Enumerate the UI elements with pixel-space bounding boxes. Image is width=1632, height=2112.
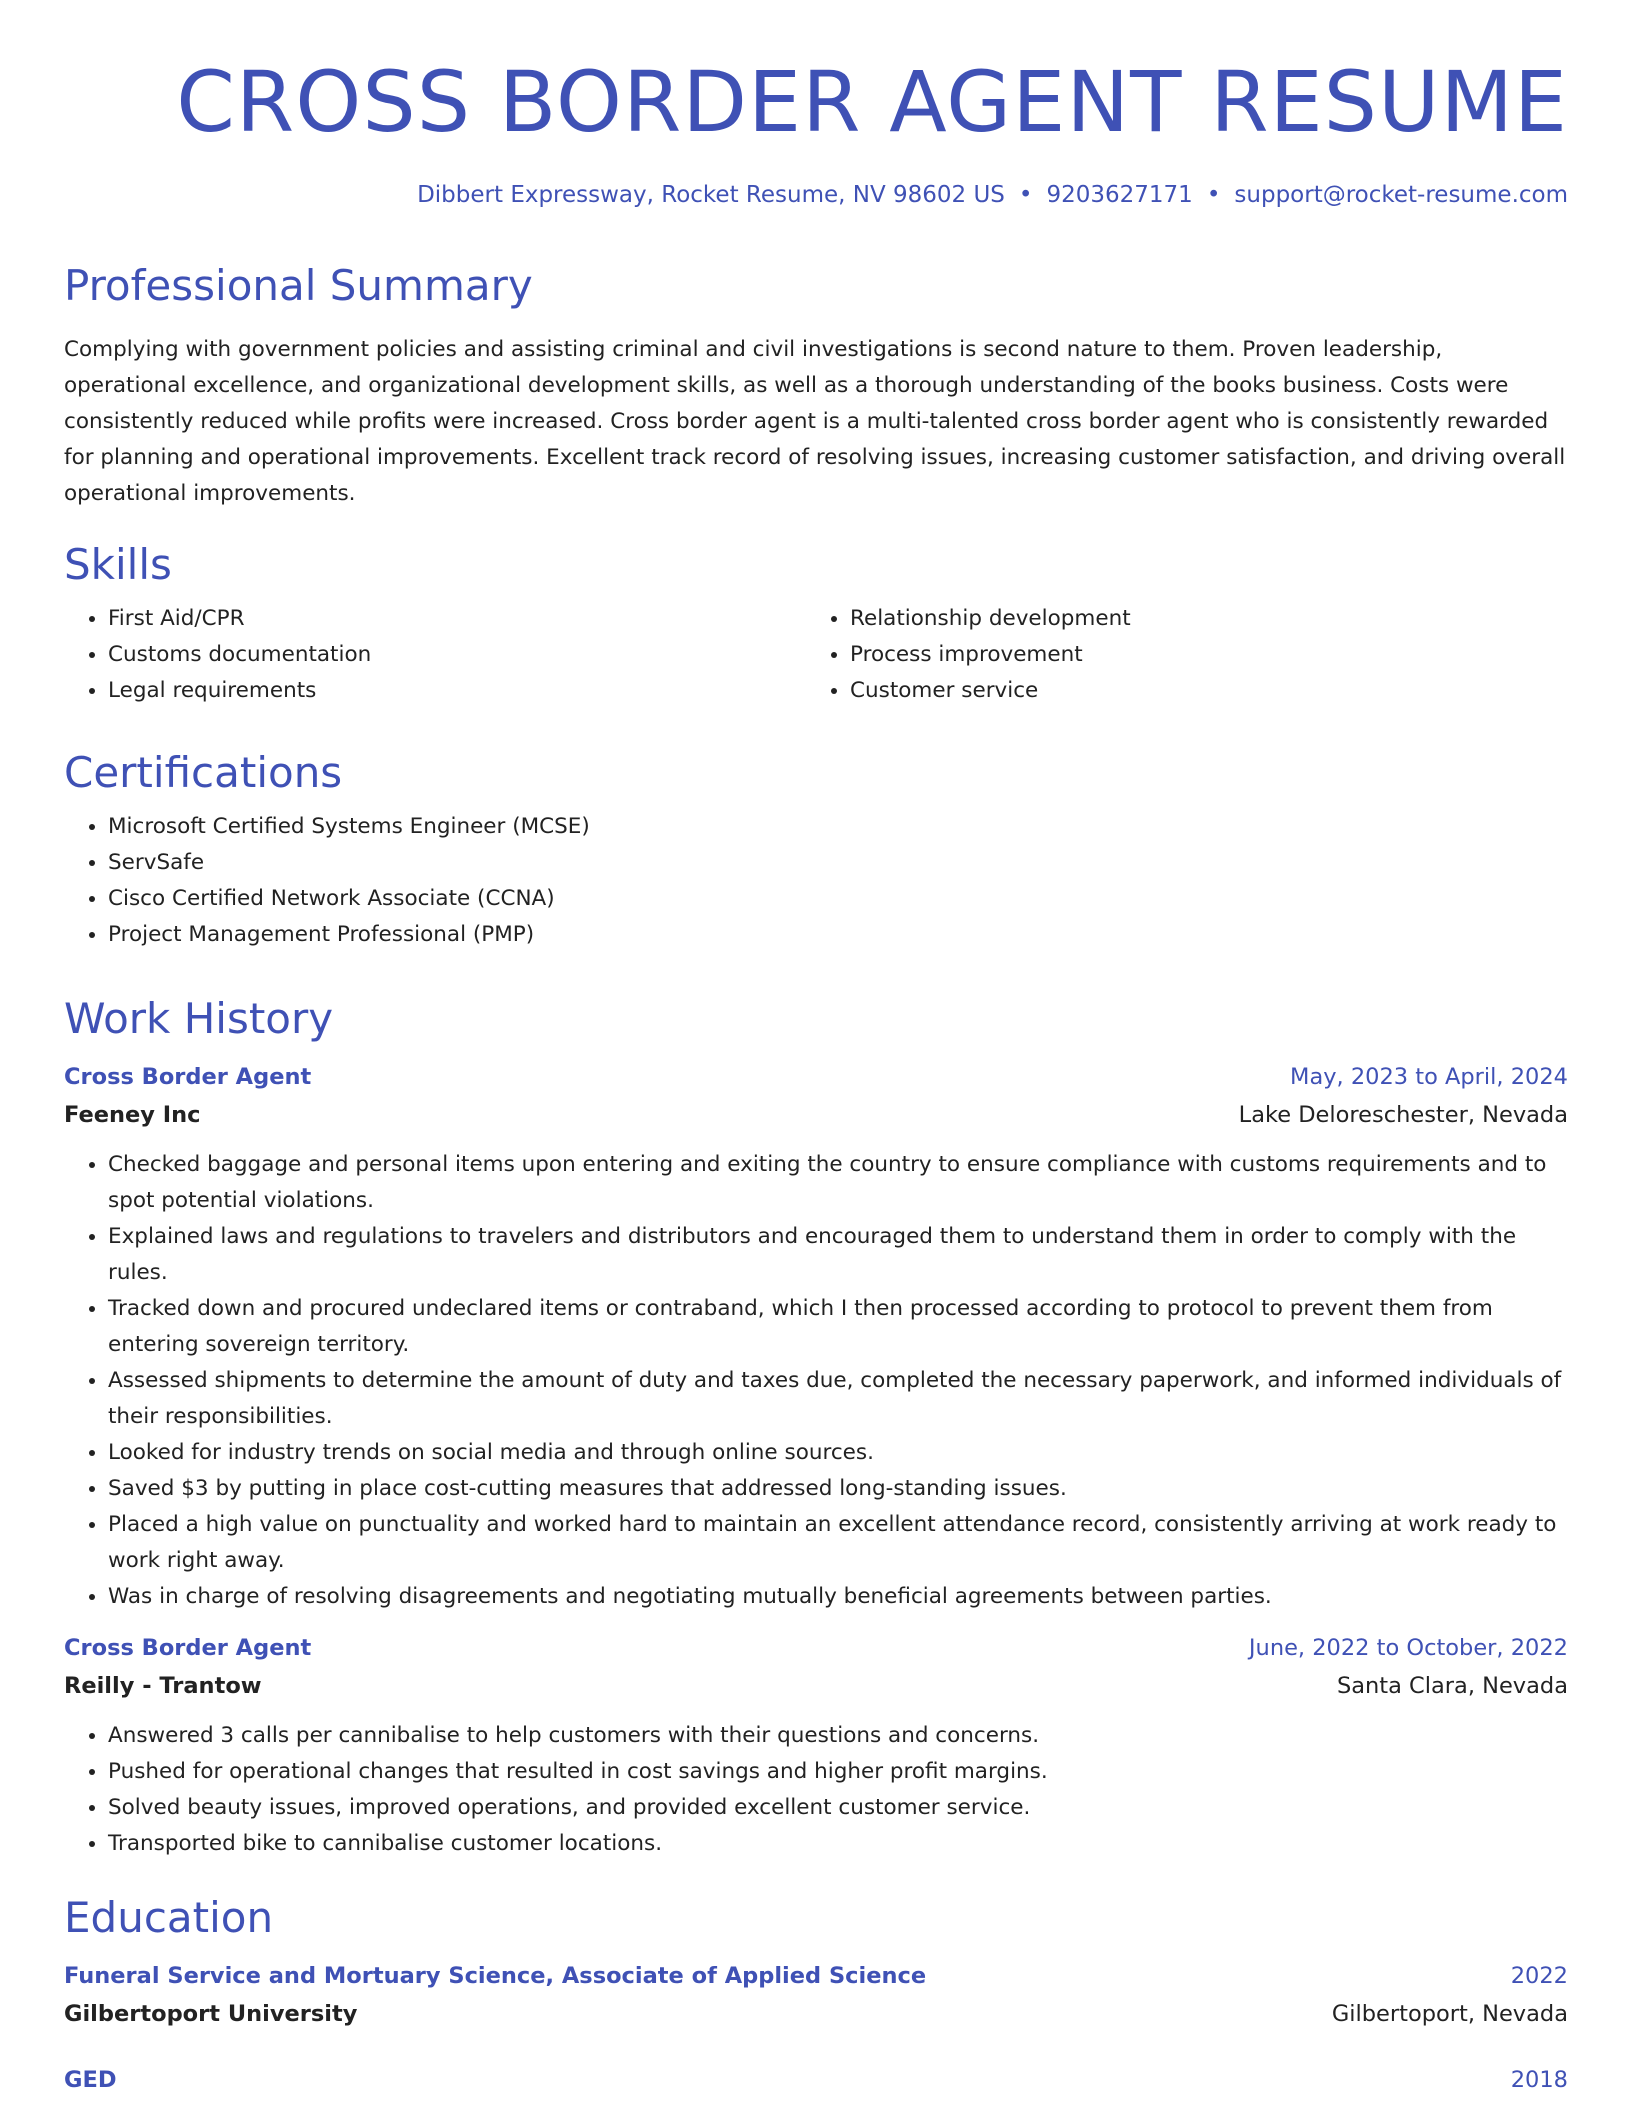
skills-list-left	[64, 601, 806, 709]
email-link[interactable]: support@rocket-resume.com	[1234, 182, 1568, 208]
job-bullet: • Tracked down and procured undeclared items or contraband, which I then processed according to protocol to prevent them from entering sovereign territory.	[108, 1291, 1568, 1363]
skill-item: • Process improvement	[850, 637, 1548, 673]
work-history-heading: Work History	[64, 994, 334, 1043]
degree-title: Funeral Service and Mortuary Science, Associate of Applied Science	[64, 1963, 927, 1989]
education-header-row	[64, 2062, 1568, 2098]
skill-item: • Relationship development	[850, 601, 1548, 637]
education-heading: Education	[64, 1893, 274, 1942]
job-location: Lake Deloreschester, Nevada	[1238, 1102, 1568, 1128]
skill-item: • Customs documentation	[108, 637, 806, 673]
job-company-row	[64, 1666, 1568, 1706]
summary-text: Complying with government policies and assisting criminal and civil investigations is second nature to them. Proven leadership, operational excellence, and organizational development skills, as well as a thorough understanding of the books business. Costs were consistently reduced while profits were increased. Cross border agent is a multi-talented cross border agent who is consistently rewarded for planning and operational improvements. Excellent track record of resolving issues, increasing customer satisfaction, and driving overall operational improvements.	[64, 337, 1566, 506]
job-bullet: • Checked baggage and personal items upon entering and exiting the country to ensure compliance with customs requirements and to spot potential violations.	[108, 1147, 1568, 1219]
job-bullet: • Placed a high value on punctuality and worked hard to maintain an excellent attendance record, consistently arriving at work ready to work right away.	[108, 1507, 1568, 1579]
certifications-list	[64, 809, 1568, 953]
separator-dot: •	[1206, 182, 1221, 208]
skills-list-right	[806, 601, 1548, 709]
education-header-row	[64, 1958, 1568, 1994]
work-history-section	[64, 991, 1568, 1615]
degree-year: 2022	[1510, 1963, 1568, 1989]
job-bullets	[64, 1718, 1568, 1862]
job-dates: May, 2023 to April, 2024	[1290, 1064, 1568, 1090]
degree-title: GED	[64, 2067, 117, 2093]
certification-item: • ServSafe	[108, 845, 1568, 881]
job-entry	[64, 1059, 1568, 1615]
degree-year: 2018	[1510, 2067, 1568, 2093]
skills-heading: Skills	[64, 540, 172, 589]
job-title: Cross Border Agent	[64, 1064, 312, 1090]
job-entry	[64, 1630, 1568, 1862]
certification-item: • Cisco Certified Network Associate (CCNA)	[108, 881, 1568, 917]
address: Dibbert Expressway, Rocket Resume, NV 98602 US	[417, 182, 1005, 208]
phone: 9203627171	[1046, 182, 1193, 208]
job-bullet: • Answered 3 calls per cannibalise to help customers with their questions and concerns.	[108, 1718, 1568, 1754]
separator-dot: •	[1018, 182, 1033, 208]
summary-section	[64, 258, 1568, 512]
job-header-row	[64, 1630, 1568, 1666]
certification-item: • Project Management Professional (PMP)	[108, 917, 1568, 953]
education-school-row	[64, 1994, 1568, 2034]
job-bullet: • Saved $3 by putting in place cost-cutting measures that addressed long-standing issues.	[108, 1471, 1568, 1507]
certifications-heading: Certifications	[64, 748, 343, 797]
contact-line	[64, 180, 1568, 210]
certifications-section	[64, 745, 1568, 953]
job-title: Cross Border Agent	[64, 1635, 312, 1661]
certification-item: • Microsoft Certified Systems Engineer (MCSE)	[108, 809, 1568, 845]
skill-item: • First Aid/CPR	[108, 601, 806, 637]
job-bullet: • Pushed for operational changes that resulted in cost savings and higher profit margins.	[108, 1754, 1568, 1790]
job-dates: June, 2022 to October, 2022	[1248, 1635, 1568, 1661]
education-section	[64, 1890, 1568, 2098]
summary-heading: Professional Summary	[64, 261, 533, 310]
job-location: Santa Clara, Nevada	[1336, 1673, 1568, 1699]
job-bullets	[64, 1147, 1568, 1615]
job-bullet: • Was in charge of resolving disagreements and negotiating mutually beneficial agreements between parties.	[108, 1579, 1568, 1615]
job-bullet: • Assessed shipments to determine the amount of duty and taxes due, completed the necessary paperwork, and informed individuals of their responsibilities.	[108, 1363, 1568, 1435]
job-bullet: • Explained laws and regulations to travelers and distributors and encouraged them to understand them in order to comply with the rules.	[108, 1219, 1568, 1291]
company-name: Reilly - Trantow	[64, 1673, 262, 1699]
skills-grid	[64, 593, 1568, 709]
job-bullet: • Transported bike to cannibalise customer locations.	[108, 1826, 1568, 1862]
company-name: Feeney Inc	[64, 1102, 201, 1128]
school-name: Gilbertoport University	[64, 2001, 358, 2027]
job-company-row	[64, 1095, 1568, 1135]
job-header-row	[64, 1059, 1568, 1095]
job-bullet: • Solved beauty issues, improved operations, and provided excellent customer service.	[108, 1790, 1568, 1826]
job-bullet: • Looked for industry trends on social media and through online sources.	[108, 1435, 1568, 1471]
education-entry	[64, 2062, 1568, 2098]
resume-title: CROSS BORDER AGENT RESUME	[176, 53, 1568, 151]
school-location: Gilbertoport, Nevada	[1331, 2001, 1568, 2027]
skills-section	[64, 537, 1568, 709]
skill-item: • Customer service	[850, 673, 1548, 709]
education-entry	[64, 1958, 1568, 2034]
skill-item: • Legal requirements	[108, 673, 806, 709]
